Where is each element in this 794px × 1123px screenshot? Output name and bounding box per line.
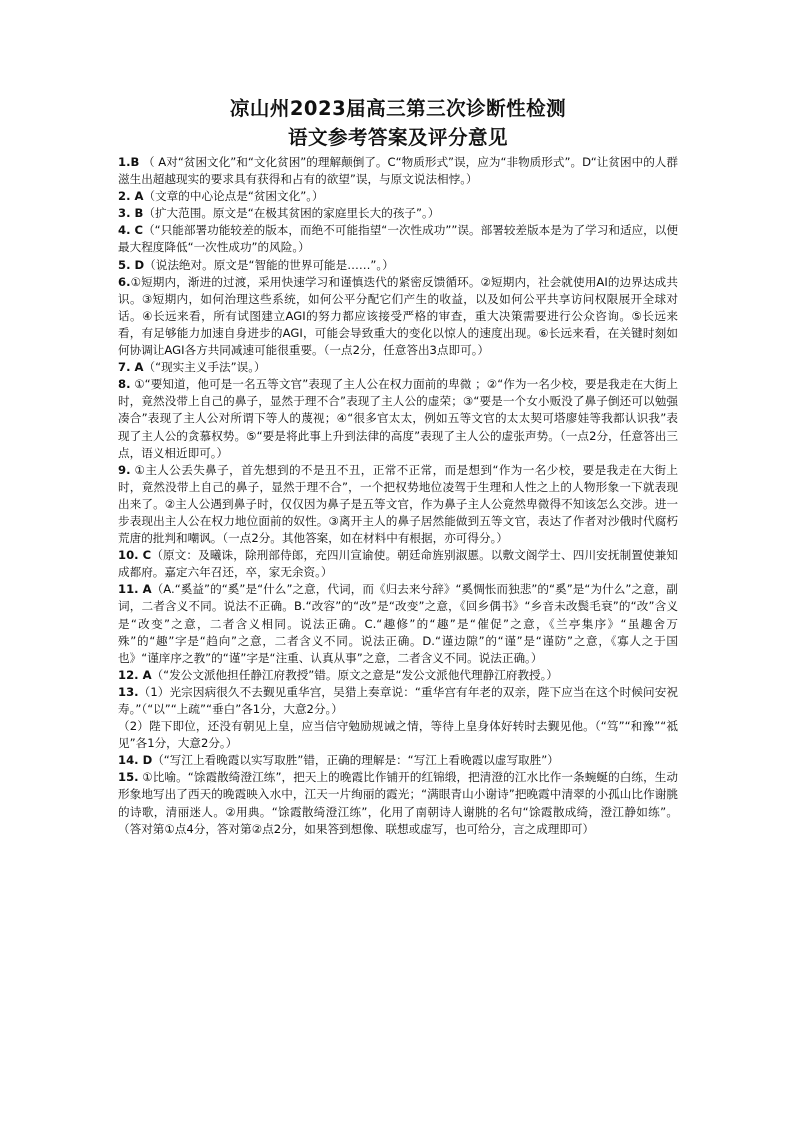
answer-text: （扩大范围。原文是“在极其贫困的家庭里长大的孩子”。） <box>143 206 440 221</box>
answer-number: 8. <box>118 377 131 392</box>
document-title: 凉山州2023届高三第三次诊断性检测 <box>229 97 567 120</box>
answer-number: 12. A <box>118 667 152 682</box>
answer-item-11 <box>118 581 678 666</box>
answer-number: 15. <box>118 770 139 785</box>
answer-number: 11. A <box>118 582 152 597</box>
answer-text: （说法绝对。原文是“智能的世界可能是……”。） <box>144 257 394 272</box>
answer-text: （2）陛下即位，还没有朝见上皇，应当信守勉励规诫之情，等待上皇身体好转时去觐见他。（“笃”“和豫”“祗见”各1分，大意2分。） <box>118 719 678 751</box>
answer-text: （“写江上看晚霞以实写取胜”错，正确的理解是：“写江上看晚霞以虚写取胜”） <box>152 753 559 768</box>
answer-text: （文章的中心论点是“贫困文化”。） <box>143 189 324 204</box>
answer-item-10 <box>118 547 678 581</box>
answer-number: 5. D <box>118 257 145 272</box>
answer-sheet-page <box>118 94 678 838</box>
answer-number: 10. C <box>118 548 152 563</box>
answer-number: 14. D <box>118 753 153 768</box>
answer-number: 2. A <box>118 189 144 204</box>
answer-number: 6. <box>118 274 131 289</box>
answer-number: 4. C <box>118 223 144 238</box>
answer-text: ①主人公丢失鼻子，首先想到的不是丑不丑，正常不正常，而是想到“作为一名少校，要是我走在大街上时，竟然没带上自己的鼻子，显然于理不合”，一个把权势地位凌驾于生理和人性之上的人物形象一下就表现出来了。②主人公遇到鼻子时，仅仅因为鼻子是五等文官，作为鼻子主人公竟然卑微得不知该怎么交涉。进一步表现出主人公在权力地位面前的奴性。③离开主人的鼻子居然能做到五等文官，表达了作者对沙俄时代腐朽荒唐的批判和嘲讽。（一点2分。其他答案，如在材料中有根据，亦可得分。） <box>118 462 678 546</box>
answer-item-14 <box>118 752 678 769</box>
answer-text: （“只能部署功能较差的版本，而绝不可能指望“一次性成功””误。部署较差版本是为了学习和适应，以便最大程度降低“一次性成功”的风险。） <box>118 223 678 255</box>
answer-number: 9. <box>118 462 131 477</box>
document-subtitle: 语文参考答案及评分意见 <box>287 126 508 149</box>
answer-item-5 <box>118 257 678 274</box>
answer-text: （“发公文派他担任静江府教授”错。原文之意是“发公文派他代理静江府教授。） <box>151 667 558 682</box>
answer-item-13-part-1 <box>118 684 678 718</box>
answer-item-2 <box>118 188 678 205</box>
answer-item-4 <box>118 222 678 256</box>
answer-item-12 <box>118 667 678 684</box>
answer-text: （A.“奚益”的“奚”是“什么”之意，代词，而《归去来兮辞》“奚惆怅而独悲”的“奚”是“为什么”之意，副词，二者含义不同。说法不正确。B.“改容”的“改”是“改变”之意，《回乡偶书》“乡音未改鬓毛衰”的“改”含义是“改变”之意，二者含义相同。说法正确。C.“趣修”的“趣”是“催促”之意，《兰亭集序》“虽趣舍万殊”的“趣”字是“趋向”之意，二者含义不同。说法正确。D.“谨边隙”的“谨”是“谨防”之意，《寡人之于国也》“谨庠序之教”的“谨”字是“注重、认真从事”之意，二者含义不同。说法正确。） <box>118 582 678 665</box>
answer-item-7 <box>118 359 678 376</box>
answer-item-13-part-2 <box>118 718 678 752</box>
answer-item-1 <box>118 154 678 188</box>
answer-text: （原文：及曦诛，除刑部侍郎，充四川宣谕使。朝廷命旌别淑慝。以敷文阁学士、四川安抚制置使兼知成都府。嘉定六年召还，卒，家无余资。） <box>118 548 678 580</box>
answer-item-8 <box>118 376 678 461</box>
answer-number: 3. B <box>118 206 144 221</box>
answer-item-3 <box>118 205 678 222</box>
answer-item-15 <box>118 769 678 837</box>
answer-text: ①“要知道，他可是一名五等文官”表现了主人公在权力面前的卑微 ；②“作为一名少校，要是我走在大街上时，竟然没带上自己的鼻子，显然于理不合”表现了主人公的虚荣；③“要是一个女小贩没了鼻子倒还可以勉强凑合”表现了主人公对所谓下等人的蔑视；④“很多官太太，例如五等文官的太太契可塔廖娃等我都认识我”表现了主人公的贪慕权势。⑤“要是将此事上升到法律的高度”表现了主人公的虚张声势。（一点2分，任意答出三点，语义相近即可。） <box>118 377 678 460</box>
answer-text: ①短期内，渐进的过渡，采用快速学习和谨慎迭代的紧密反馈循环。②短期内，社会就使用AI的边界达成共识。③短期内，如何治理这些系统，如何公平分配它们产生的收益，以及如何公平共享访问权限展开全球对话。④长远来看，所有试图建立AGI的努力都应该接受严格的审查，重大决策需要进行公众咨询。⑤长远来看，有足够能力加速自身进步的AGI，可能会导致重大的变化以惊人的速度出现。⑥长远来看，在关键时刻如何协调让AGI各方共同减速可能很重要。（一点2分，任意答出3点即可。） <box>118 274 678 358</box>
answer-text: （ A对“贫困文化”和“文化贫困”的理解颠倒了。C“物质形式”误，应为“非物质形式”。D“让贫困中的人群滋生出超越现实的要求具有获得和占有的欲望”误，与原文说法相悖。） <box>118 155 678 187</box>
answer-number: 1.B <box>118 155 140 169</box>
answer-text: ①比喻。“馀霞散绮澄江练”，把天上的晚霞比作铺开的红锦缎，把清澄的江水比作一条蜿蜒的白练，生动形象地写出了西天的晚霞映入水中，江天一片绚丽的霞光；“满眼青山小谢诗”把晚霞中清翠的小孤山比作谢朓的诗歌，清丽迷人。②用典。“馀霞散绮澄江练”，化用了南朝诗人谢朓的名句“馀霞散成绮，澄江静如练”。（答对第①点4分，答对第②点2分，如果答到想像、联想或虚写，也可给分，言之成理即可） <box>118 770 678 836</box>
answer-number: 7. A <box>118 360 144 375</box>
answer-list <box>118 154 678 838</box>
answer-number: 13. <box>118 684 139 699</box>
answer-text: （“现实主义手法”误。） <box>143 360 266 375</box>
answer-item-9 <box>118 462 678 547</box>
answer-item-6 <box>118 274 678 359</box>
answer-text: （1）光宗因病很久不去觐见重华宫，吴猎上奏章说：“重华宫有年老的双亲，陛下应当在这个时候问安祝寿。”（“以”“上疏”“垂白”各1分，大意2分。） <box>118 684 678 716</box>
